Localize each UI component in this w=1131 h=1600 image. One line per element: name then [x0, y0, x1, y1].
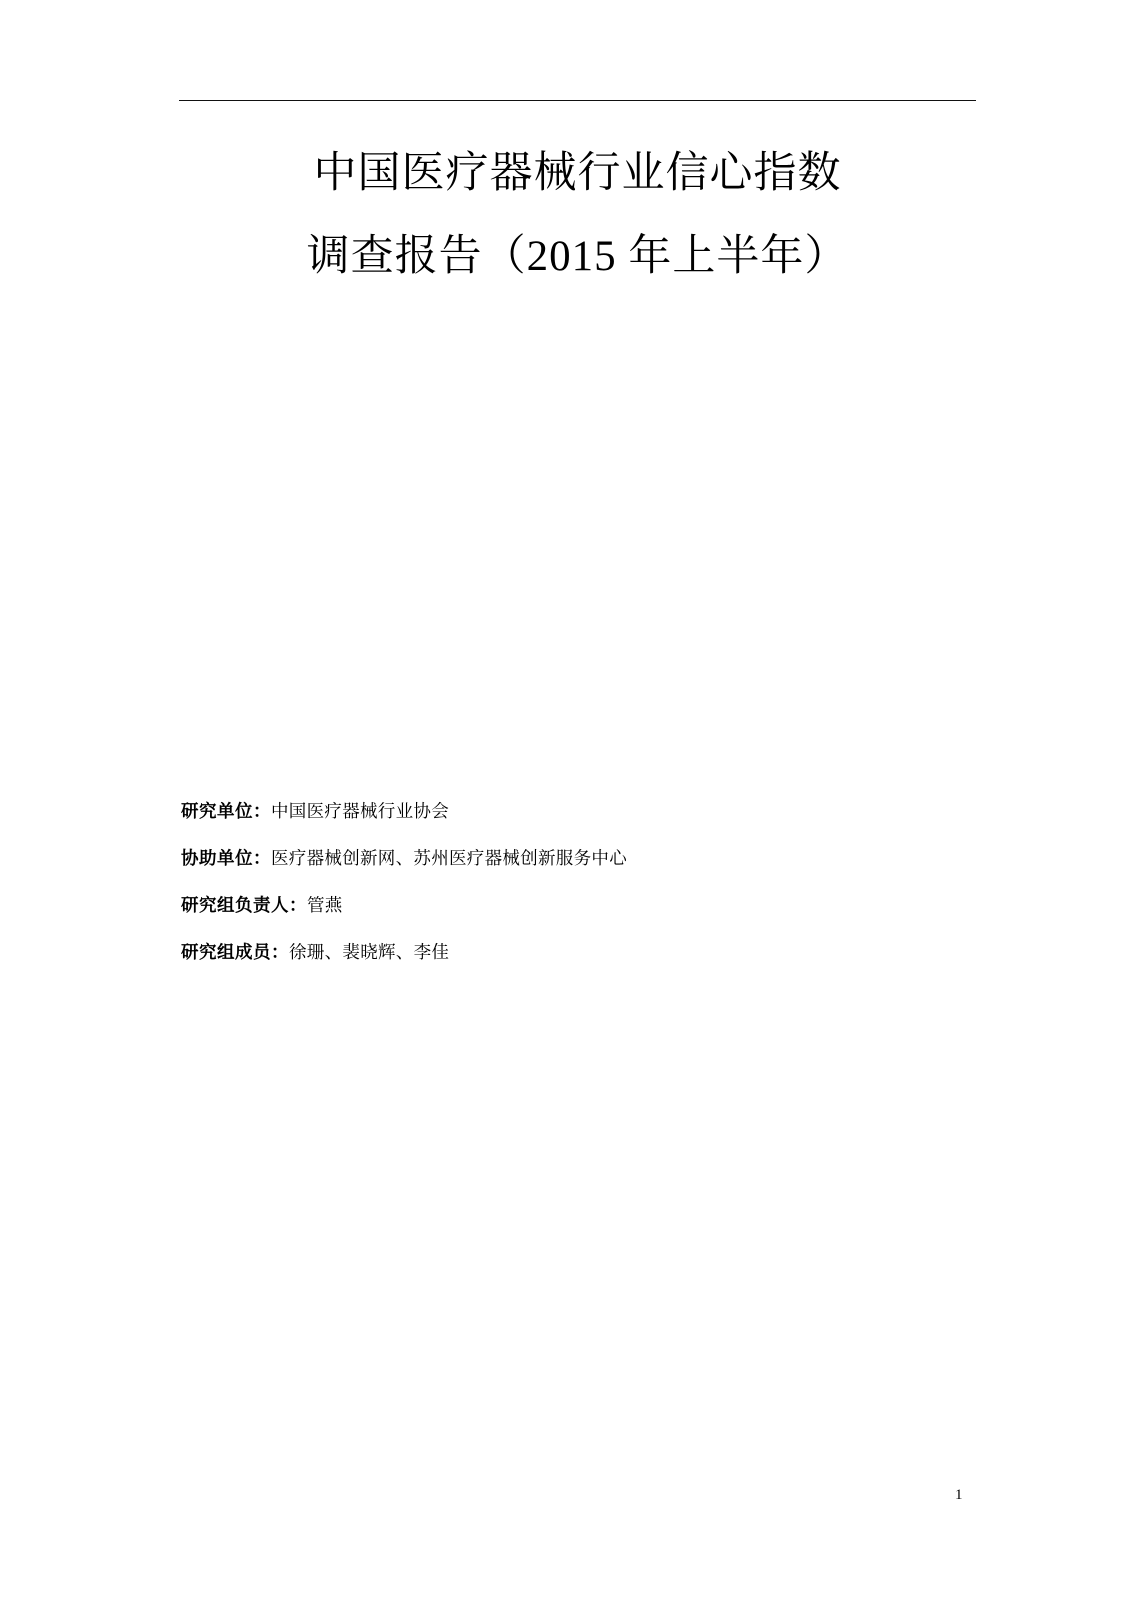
- credit-label-team-leader: 研究组负责人：: [181, 895, 307, 915]
- credit-value-supporting-unit: 医疗器械创新网、苏州医疗器械创新服务中心: [271, 848, 627, 868]
- credit-row-research-unit: [181, 788, 978, 835]
- page-number: 1: [955, 1487, 963, 1503]
- credit-value-team-members: 徐珊、裴晓辉、李佳: [289, 942, 450, 962]
- credits-block: [181, 788, 978, 976]
- credit-value-research-unit: 中国医疗器械行业协会: [271, 801, 449, 821]
- credit-value-team-leader: 管燕: [307, 895, 343, 915]
- title-line-2: 调查报告（2015 年上半年）: [306, 233, 849, 280]
- title-line-1: 中国医疗器械行业信心指数: [313, 150, 842, 197]
- page-title: [179, 132, 976, 298]
- header-divider: [179, 100, 976, 101]
- credit-label-research-unit: 研究单位：: [181, 801, 271, 821]
- credit-row-team-leader: [181, 882, 978, 929]
- credit-row-supporting-unit: [181, 835, 978, 882]
- credit-row-team-members: [181, 929, 978, 976]
- credit-label-supporting-unit: 协助单位：: [181, 848, 271, 868]
- credit-label-team-members: 研究组成员：: [181, 942, 289, 962]
